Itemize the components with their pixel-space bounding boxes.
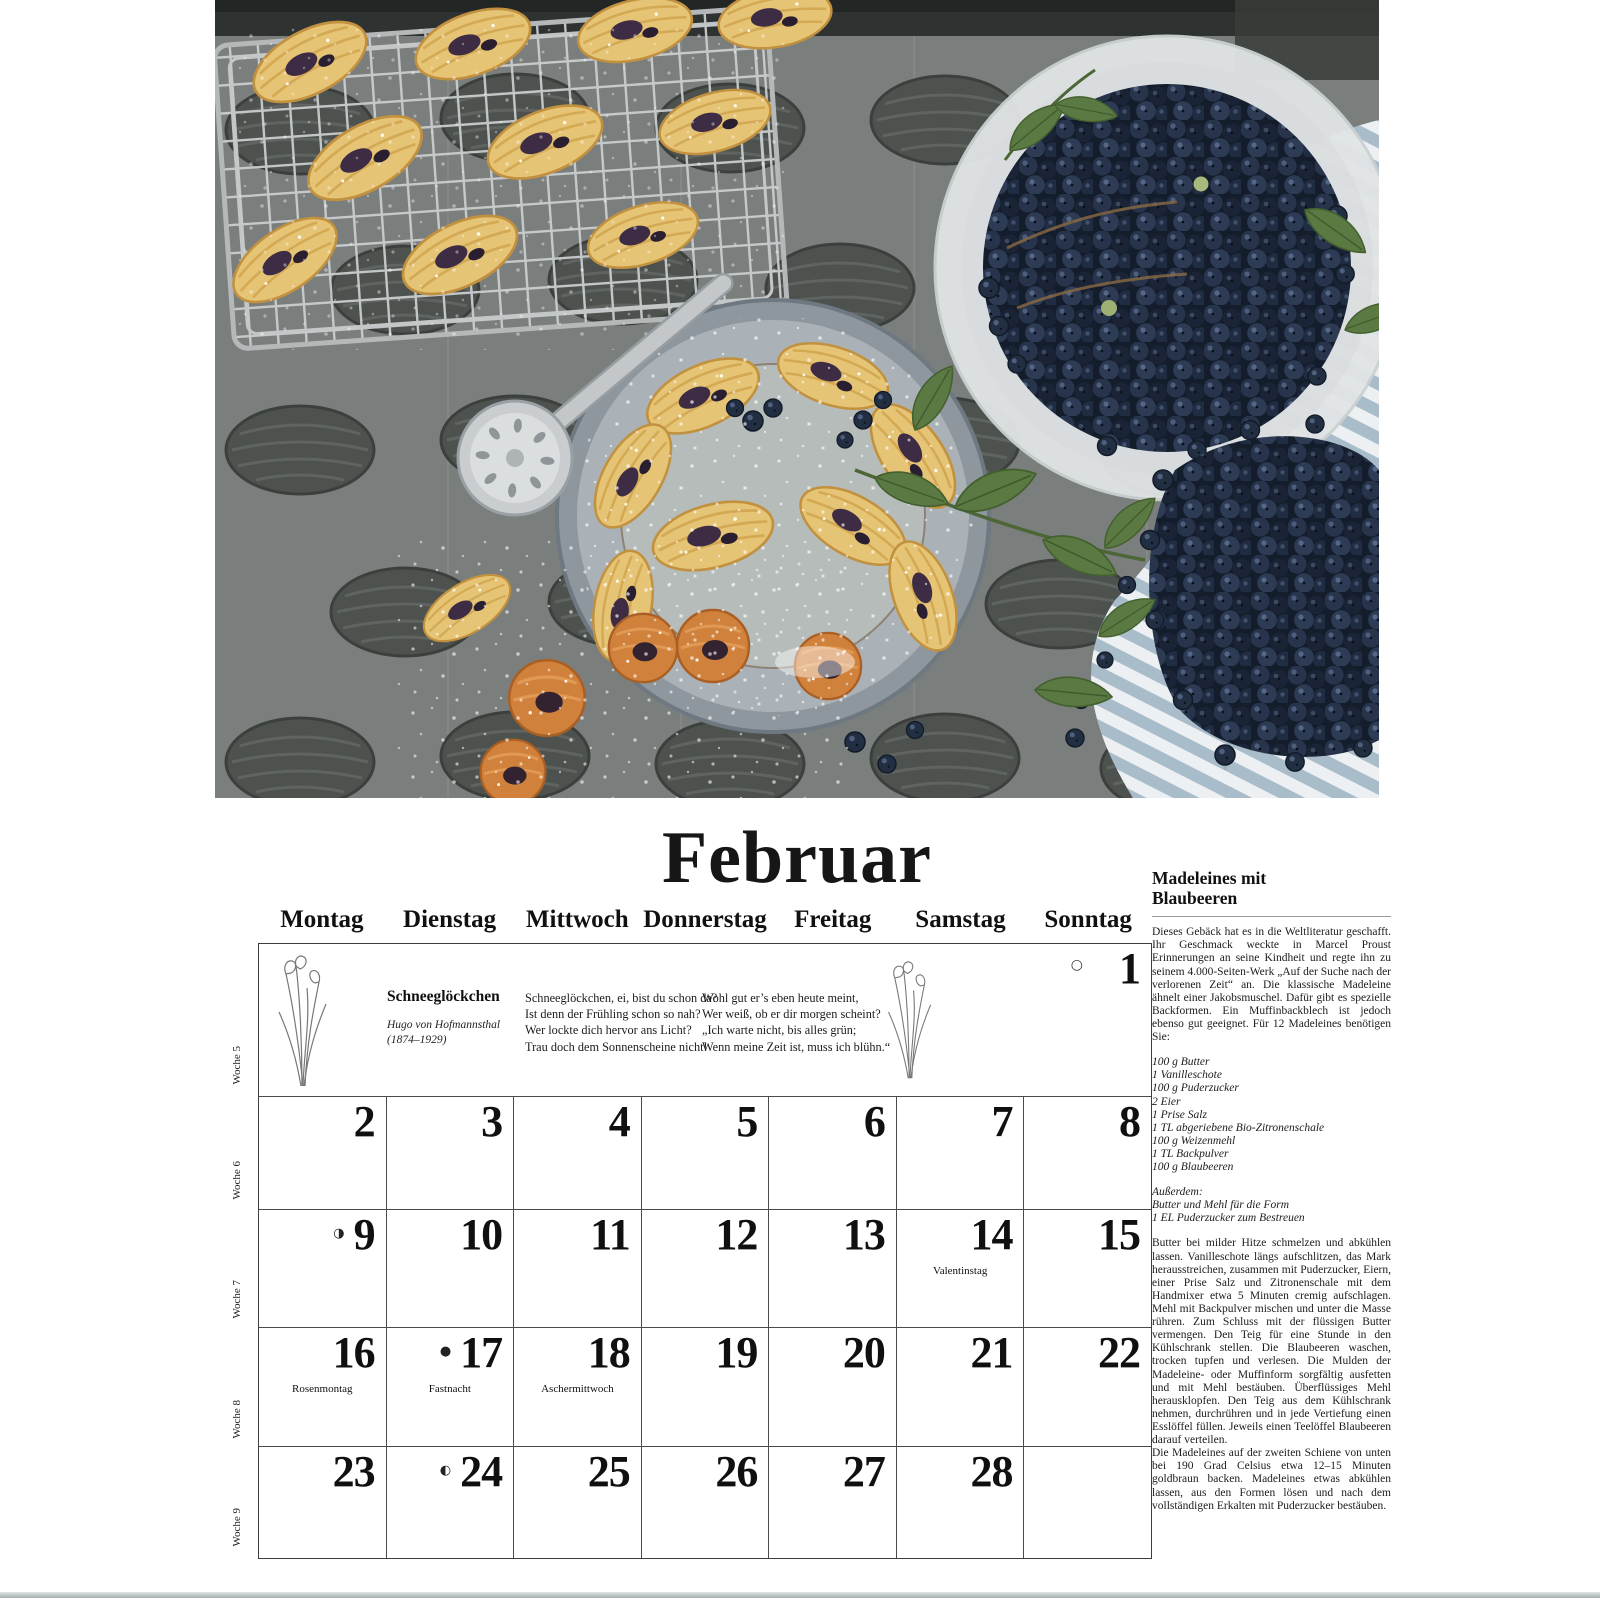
- day-cell-9: ◑ 9: [333, 1210, 375, 1259]
- day-cell-25: 25: [513, 1447, 641, 1558]
- day-cell-24: ◐ 24: [386, 1447, 514, 1558]
- day-cell-14: 14 Valentinstag: [896, 1210, 1024, 1327]
- day-header-sonntag: Sonntag: [1044, 906, 1132, 933]
- moon-phase-icon-first-quarter: ◐: [439, 1463, 452, 1478]
- day-cell-23: 23: [332, 1447, 375, 1496]
- day-header-donnerstag: Donnerstag: [643, 906, 767, 933]
- day-cell-6: 6: [768, 1097, 896, 1209]
- day-cell-18: 18 Aschermittwoch: [513, 1328, 641, 1446]
- day-cell-1: ○ 1: [1070, 944, 1140, 993]
- day-cell-26: 26: [641, 1447, 769, 1558]
- day-cell-15: 15: [1023, 1210, 1151, 1327]
- day-cell-20: 20: [768, 1328, 896, 1446]
- week-label-7: Woche 7: [231, 1280, 243, 1319]
- day-header-montag: Montag: [280, 906, 364, 933]
- day-cell-13: 13: [768, 1210, 896, 1327]
- week-row-8: [259, 1327, 1151, 1446]
- day-header-samstag: Samstag: [915, 906, 1006, 933]
- recipe-intro: Dieses Gebäck hat es in die Weltliteratur geschafft. Ihr Geschmack weckte in Marcel Proust Erinnerungen an seine Kindheit und regte ihn zu seinem 4.000-Seiten-Werk „Auf der Suche nach der verlorenen Zeit“ an. Die klassische Madeleine ähnelt einer Jakobsmuschel. Dafür gibt es spezielle Backformen. Ein Muffinbackblech ist jedoch ebenso gut geeignet. Für 12 Madeleines benötigen Sie:: [1152, 926, 1391, 1044]
- day-header-row: [258, 906, 1152, 934]
- recipe-ingredients: 100 g Butter 1 Vanilleschote 100 g Puderzucker 2 Eier 1 Prise Salz 1 TL abgeriebene Bio-Zitronenschale 100 g Weizenmehl 1 TL Backpulver 100 g Blaubeeren: [1152, 1056, 1325, 1174]
- snowdrop-illustration-left: [271, 954, 335, 1088]
- day-header-mittwoch: Mittwoch: [525, 906, 629, 933]
- calendar-grid: [258, 943, 1152, 1559]
- poem-cell: [259, 944, 1011, 1096]
- day-cell-22: 22: [1023, 1328, 1151, 1446]
- day-cell-27: 27: [768, 1447, 896, 1558]
- recipe-instructions-2: Die Madeleines auf der zweiten Schiene von unten bei 190 Grad Celsius etwa 12–15 Minuten goldbraun backen. Madeleines etwas abkühlen lassen, aus den Formen lösen und nach dem vollständigen Erkalten mit Puderzucker bestäuben.: [1152, 1447, 1391, 1512]
- week-label-6: Woche 6: [231, 1161, 243, 1200]
- day-header-freitag: Freitag: [794, 906, 872, 933]
- recipe-divider: [1152, 916, 1391, 917]
- photo-illustration: [215, 0, 1379, 798]
- day-cell-8: 8: [1023, 1097, 1151, 1209]
- holiday-fastnacht: Fastnacht: [428, 1383, 471, 1395]
- day-cell-empty: [1023, 1447, 1151, 1558]
- day-cell-19: 19: [641, 1328, 769, 1446]
- day-cell-16: 16 Rosenmontag: [259, 1328, 386, 1446]
- holiday-valentinstag: Valentinstag: [932, 1265, 988, 1277]
- week-row-5: [259, 944, 1151, 1096]
- moon-phase-icon-last-quarter: ◑: [333, 1226, 345, 1241]
- day-cell-17: ● 17 Fastnacht: [386, 1328, 514, 1446]
- day-cell-4: 4: [513, 1097, 641, 1209]
- week-row-7: [259, 1209, 1151, 1327]
- day-cell-28: 28: [896, 1447, 1024, 1558]
- recipe-title: Madeleines mit Blaubeeren: [1152, 868, 1267, 908]
- day-cell-3: 3: [386, 1097, 514, 1209]
- week-row-9: [259, 1446, 1151, 1558]
- poem-author-name: Hugo von Hofmannsthal: [387, 1019, 501, 1031]
- day-header-dienstag: Dienstag: [403, 906, 497, 933]
- poem-title: Schneeglöckchen: [387, 988, 500, 1005]
- day-cell-21: 21: [896, 1328, 1024, 1446]
- recipe-column: [1152, 869, 1391, 1513]
- day-cell-7: 7: [896, 1097, 1024, 1209]
- recipe-extras-heading: Außerdem:: [1152, 1186, 1203, 1199]
- holiday-rosenmontag: Rosenmontag: [292, 1383, 353, 1395]
- day-cell-11: 11: [513, 1210, 641, 1327]
- month-title: Februar: [661, 817, 933, 899]
- poem-stanza-2: Wohl gut er’s eben heute meint, Wer weiß, ob er dir morgen scheint? „Ich warte nicht, bis alles grün; Wenn meine Zeit ist, muss ich blühn.“: [702, 991, 891, 1054]
- page-edge-shadow: [0, 1592, 1600, 1598]
- poem-stanza-1: Schneeglöckchen, ei, bist du schon da? Ist denn der Frühling schon so nah? Wer lockte dich hervor ans Licht? Trau doch dem Sonnenscheine nicht!: [525, 991, 718, 1054]
- week-label-5: Woche 5: [231, 1046, 243, 1085]
- recipe-instructions-1: Butter bei milder Hitze schmelzen und abkühlen lassen. Vanilleschote längs aufschlitzen, das Mark herausstreichen, zusammen mit Puderzucker, Eiern, einer Prise Salz und Zitronenschale mit dem Handmixer etwa 5 Minuten cremig aufschlagen. Mehl mit Backpulver mischen und unter die Masse rühren. Zum Schluss mit der flüssigen Butter vermengen. Den Teig für eine Stunde in den Kühlschrank stellen. Die Blaubeeren waschen, trocken tupfen und verlesen. Die Mulden der Madeleine- oder Muffinform sorgfältig ausfetten und mit Mehl bestäuben. Überflüssiges Mehl herausklopfen. Den Teig aus dem Kühlschrank nehmen, durchrühren und in jede Vertiefung einen Esslöffel füllen. Jeweils einen Teelöffel Blaubeeren darauf verteilen.: [1152, 1237, 1391, 1447]
- holiday-aschermittwoch: Aschermittwoch: [541, 1383, 614, 1395]
- day-cell-10: 10: [386, 1210, 514, 1327]
- day-cell-2: 2: [353, 1097, 375, 1146]
- moon-phase-icon-full: ○: [1070, 957, 1083, 973]
- week-row-6: [259, 1096, 1151, 1209]
- day-cell-12: 12: [641, 1210, 769, 1327]
- month-photo: [215, 0, 1379, 798]
- moon-phase-icon-new: ●: [439, 1344, 452, 1359]
- week-label-8: Woche 8: [231, 1400, 243, 1439]
- poem-author-years: (1874–1929): [387, 1033, 447, 1046]
- week-label-9: Woche 9: [231, 1508, 243, 1547]
- day-cell-5: 5: [641, 1097, 769, 1209]
- poem-author: [387, 1018, 500, 1048]
- recipe-extras: Außerdem: Butter und Mehl für die Form 1 EL Puderzucker zum Bestreuen: [1152, 1186, 1391, 1225]
- snowdrop-illustration-right: [881, 960, 939, 1080]
